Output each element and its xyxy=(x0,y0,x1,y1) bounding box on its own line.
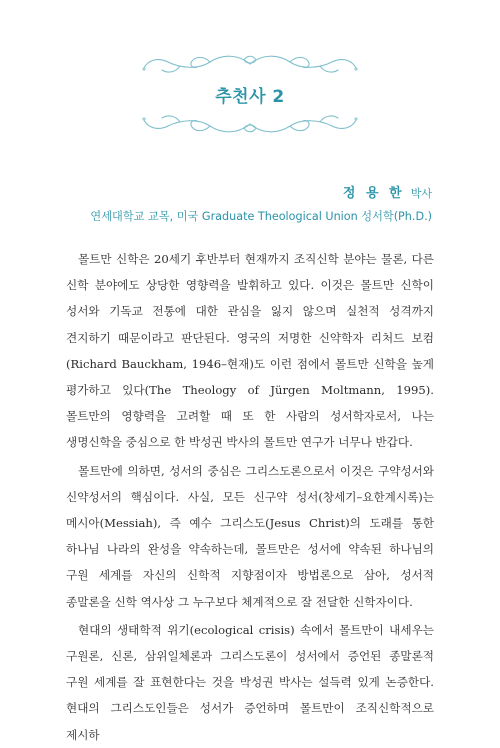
author-name-line xyxy=(90,185,432,203)
paragraph-1: 몰트만 신학은 20세기 후반부터 현재까지 조직신학 분야는 물론, 다른 신학 분야에도 상당한 영향력을 발휘하고 있다. 이것은 몰트만 신학이 성서와 기독교 전통에 대한 관심을 잃지 않으며 실천적 성격까지 견지하기 때문이라고 판단된다. 영국의 저명한 신약학자 리처드 보컴(Richard Bauckham, 1946–현재)도 이런 점에서 몰트만 신학을 높게 평가하고 있다(The Theology of Jürgen Moltmann, 1995). 몰트만의 영향력을 고려할 때 또 한 사람의 성서학자로서, 나는 생명신학을 중심으로 한 박성권 박사의 몰트만 연구가 너무나 반갑다. xyxy=(66,252,434,450)
paragraph-2: 몰트만에 의하면, 성서의 중심은 그리스도론으로서 이것은 구약성서와 신약성서의 핵심이다. 사실, 모든 신구약 성서(창세기–요한계시록)는 메시아(Messiah), 즉 예수 그리스도(Jesus Christ)의 도래를 통한 하나님 나라의 완성을 약속하는데, 몰트만은 성서에 약속된 하나님의 구원 세계를 자신의 신학적 지향점이자 방법론으로 삼아, 성서적 종말론을 신학 역사상 그 누구보다 체계적으로 잘 전달한 신학자이다. xyxy=(66,463,434,609)
author-block xyxy=(90,185,432,225)
author-title: 박사 xyxy=(410,187,432,200)
page-title: 추천사 2 xyxy=(215,87,285,107)
body-text xyxy=(66,246,434,748)
paragraph-3: 현대의 생태학적 위기(ecological crisis) 속에서 몰트만이 내세우는 구원론, 신론, 삼위일체론과 그리스도론이 성서에서 증언된 종말론적 구원 세계를 잘 표현한다는 것을 박성권 박사는 설득력 있게 논증한다. 현대의 그리스도인들은 성서가 증언하며 몰트만이 조직신학적으로 제시하 xyxy=(66,622,434,742)
author-name: 정 용 한 xyxy=(342,186,405,201)
author-affiliation: 연세대학교 교목, 미국 Graduate Theological Union 성서학(Ph.D.) xyxy=(90,210,432,223)
